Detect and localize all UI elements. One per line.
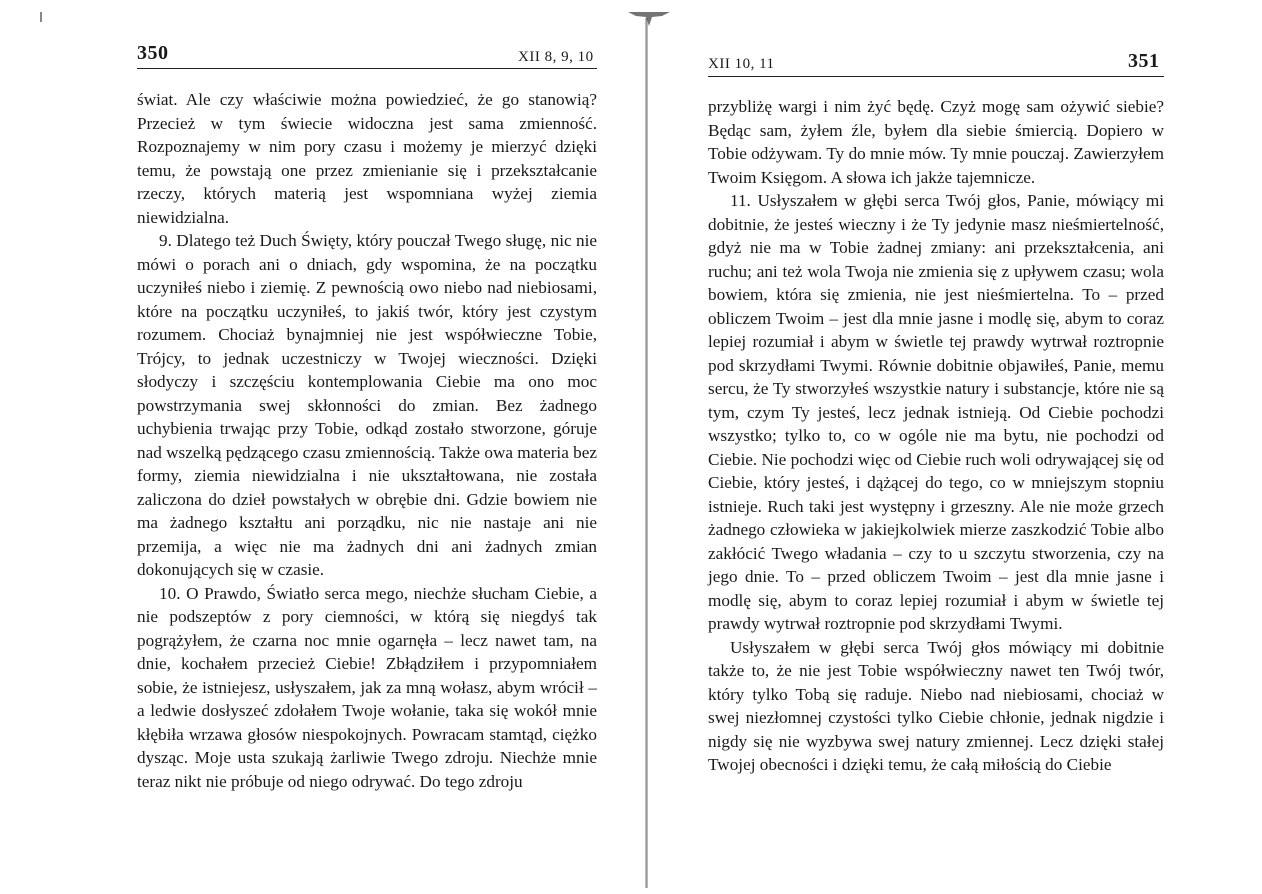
right-running-head-container: [708, 55, 775, 73]
left-body-text: [137, 88, 597, 793]
book-gutter: [645, 18, 648, 888]
right-page: [652, 0, 1262, 894]
left-running-head: XII 8, 9, 10: [518, 49, 594, 65]
paragraph: świat. Ale czy właściwie można powiedzieć, że go stanowią? Przecież w tym świecie widoczna jest sama zmienność. Rozpoznajemy w nim pory czasu i możemy je mierzyć dzięki temu, że powstają one przez zmienianie się i przekształcanie rzeczy, których materią jest wspomniana wyżej ziemia niewidzialna.: [137, 90, 597, 227]
paragraph-11: 11. Usłyszałem w głębi serca Twój głos, Panie, mówiący mi dobitnie, że jesteś wieczny i że Ty jedynie masz nieśmiertelność, gdyż nie ma w Tobie żadnej zmiany: ani przekształcenia, ani ruchu; ani też wola Twoja nie zmienia się z upływem czasu; wola bowiem, która się zmienia, nie jest nieśmiertelna. To – przed obliczem Twoim – jest dla mnie jasne i modlę się, abym to coraz lepiej rozumiał i abym w świetle tej prawdy wytrwał roztropnie pod skrzydłami Twymi. Równie dobitnie objawiłeś, Panie, memu sercu, że Ty stworzyłeś wszystkie natury i substancje, które nie są tym, czym Ty jesteś, lecz jednak istnieją. Od Ciebie pochodzi wszystko; tylko to, co w ogóle nie ma bytu, nie pochodzi od Ciebie. Nie pochodzi więc od Ciebie ruch woli odrywającej się od Ciebie, który jesteś, i dążącej do tego, co w mniejszym stopniu istnieje. Ruch taki jest występny i grzeszny. Ale nie może grzech żadnego człowieka w jakiejkolwiek mierze zaszkodzić Tobie albo zakłócić Twego władania – czy to u szczytu stworzenia, czy na jego dnie. To – przed obliczem Twoim – jest dla mnie jasne i modlę się, abym to coraz lepiej rozumiał i abym w świetle tej prawdy wytrwał roztropnie pod skrzydłami Twymi.: [708, 191, 1164, 633]
left-page-number-container: [137, 42, 169, 65]
paragraph: przybliżę wargi i nim żyć będę. Czyż mogę sam ożywić siebie? Będąc sam, żyłem źle, byłem dla siebie śmiercią. Dopiero w Tobie odżywam. Ty do mnie mów. Ty mnie pouczaj. Zawierzyłem Twoim Księgom. A słowa ich jakże tajemnicze.: [708, 97, 1164, 187]
right-running-head: XII 10, 11: [708, 56, 775, 72]
left-header-rule: [137, 68, 597, 69]
left-page-number: 350: [137, 42, 169, 64]
paragraph-12: Usłyszałem w głębi serca Twój głos mówiący mi dobitnie także to, że nie jest Tobie współwieczny nawet ten Twój twór, który tylko Tobą się raduje. Niebo nad niebiosami, chociaż w swej niezłomnej czystości tylko Ciebie chłonie, jednak nigdzie i nigdy się nie wyzbywa swej natury zmiennej. Lecz dzięki stałej Twojej obecności i dzięki temu, że całą miłością do Ciebie: [708, 637, 1164, 774]
paragraph-10: 10. O Prawdo, Światło serca mego, niechże słucham Ciebie, a nie podszeptów z pory ciemności, w którą się niegdyś tak pogrążyłem, że czarna noc mnie ogarnęła – lecz nawet tam, na dnie, kochałem przecież Ciebie! Zbłądziłem i przypomniałem sobie, że istniejesz, usłyszałem, jak za mną wołasz, abym wrócił – a ledwie dosłyszeć zdołałem Twoje wołanie, taka się wokół mnie kłębiła wrzawa głosów niespokojnych. Powracam stamtąd, ciężko dysząc. Moje usta szukają żarliwie Twego zdroju. Niechże mnie teraz nikt nie próbuje od niego odrywać. Do tego zdroju: [137, 583, 597, 791]
right-header-rule: [708, 76, 1164, 77]
left-running-head-container: [518, 48, 594, 66]
right-page-number-container: [1128, 50, 1160, 73]
right-page-number: 351: [1128, 50, 1160, 72]
right-body-text: [708, 95, 1164, 777]
paragraph-9: 9. Dlatego też Duch Święty, który pouczał Twego sługę, nic nie mówi o porach ani o dniach, gdy wspomina, że na początku uczyniłeś niebo i ziemię. Z pewnością owo niebo nad niebiosami, które na początku uczyniłeś, to jakiś twór, który jest czystym rozumem. Chociaż bynajmniej nie jest współwieczne Tobie, Trójcy, to jednak uczestniczy w Twojej wieczności. Dzięki słodyczy i szczęściu kontemplowania Ciebie ma ono moc powstrzymania swej skłonności do zmian. Bez żadnego uchybienia trwając przy Tobie, odkąd zostało stworzone, góruje nad wszelką pędzącego czasu zmiennością. Także owa materia bez formy, ziemia niewidzialna i nie ukształtowana, nie została zaliczona do dzieł powstałych w obrębie dni. Gdzie bowiem nie ma żadnego kształtu ani porządku, nic nie nastaje ani nie przemija, a więc nie ma żadnych dni ani żadnych zmian dokonujących się w czasie.: [137, 231, 597, 579]
